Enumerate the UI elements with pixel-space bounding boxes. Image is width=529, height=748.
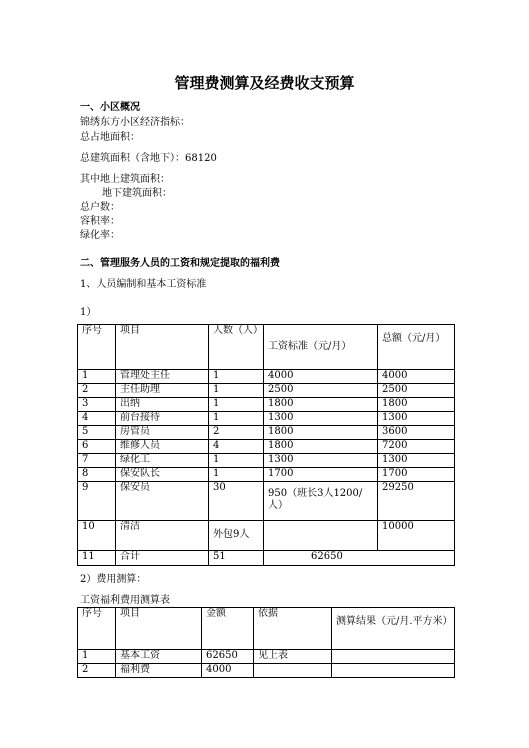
- staff-salary-table: [77, 324, 455, 566]
- table-cell: 30: [209, 482, 264, 521]
- table-cell: 10: [78, 521, 116, 551]
- indicator-intro: 锦绣东方小区经济指标：: [80, 117, 190, 128]
- table-cell: 8: [78, 468, 116, 482]
- table-cell: 4000: [264, 370, 378, 384]
- header-cell: 序号: [78, 325, 116, 370]
- table-cell: 4000: [378, 370, 455, 384]
- table-row: [78, 482, 455, 521]
- table-cell: 10000: [378, 521, 455, 551]
- table-row: [78, 650, 455, 664]
- table-cell: [332, 664, 455, 678]
- table-cell: 1: [209, 398, 264, 412]
- cost-estimate-subheading: 2）费用测算：: [80, 574, 147, 585]
- table-cell: 1: [209, 412, 264, 426]
- table-cell: 950（班长3人1200/人）: [264, 482, 378, 521]
- table-row: [78, 664, 455, 678]
- table-cell: 2500: [264, 384, 378, 398]
- table-cell: 房管员: [116, 426, 209, 440]
- table-cell: 绿化工: [116, 454, 209, 468]
- table-cell: 维修人员: [116, 440, 209, 454]
- welfare-cost-table: [77, 607, 455, 678]
- land-area: 总占地面积：: [80, 132, 140, 143]
- table-row: [78, 384, 455, 398]
- table-row: [78, 468, 455, 482]
- header-cell: 项目: [116, 325, 209, 370]
- section-2-heading: 二、管理服务人员的工资和规定提取的福利费: [80, 258, 280, 269]
- table-cell: 1: [78, 370, 116, 384]
- table-cell: 管理处主任: [116, 370, 209, 384]
- staffing-label: 1）: [80, 307, 97, 318]
- table-cell: 2: [78, 384, 116, 398]
- table-cell: 7200: [378, 440, 455, 454]
- table-cell: 合计: [116, 551, 209, 566]
- plot-ratio: 容积率：: [80, 216, 120, 227]
- section-1-heading: 一、小区概况: [80, 102, 140, 113]
- table-cell: [332, 650, 455, 664]
- table-cell: 前台接待: [116, 412, 209, 426]
- table-cell: 3: [78, 398, 116, 412]
- table-cell: 1: [209, 384, 264, 398]
- table-header-row: [78, 608, 455, 650]
- total-amount-cell: 62650: [264, 551, 455, 566]
- table-row: [78, 521, 455, 551]
- table-cell: 1800: [264, 398, 378, 412]
- table-row: [78, 398, 455, 412]
- document-title: 管理费测算及经费收支预算: [174, 74, 355, 92]
- table-cell: 基本工资: [116, 650, 202, 664]
- table-cell: 1300: [264, 454, 378, 468]
- table-cell: 1300: [264, 412, 378, 426]
- table-row: [78, 551, 455, 566]
- table-cell: 29250: [378, 482, 455, 521]
- table-cell: 1700: [264, 468, 378, 482]
- table-cell: 51: [209, 551, 264, 566]
- header-cell: 项目: [116, 608, 202, 650]
- table-cell: 清洁: [116, 521, 209, 551]
- table-cell: 4000: [202, 664, 254, 678]
- header-cell: 工资标准（元/月）: [264, 325, 378, 370]
- table-header-row: [78, 325, 455, 370]
- table-cell: 2: [209, 426, 264, 440]
- table-cell: 4: [209, 440, 264, 454]
- table-cell: 1300: [378, 454, 455, 468]
- total-floor-area: 总建筑面积（含地下）：68120: [80, 153, 217, 164]
- table-cell: 1800: [378, 398, 455, 412]
- table-row: [78, 454, 455, 468]
- table-cell: 7: [78, 454, 116, 468]
- table-cell: [264, 521, 378, 551]
- table-cell: 9: [78, 482, 116, 521]
- table-cell: 5: [78, 426, 116, 440]
- table-cell: 主任助理: [116, 384, 209, 398]
- underground-area: 地下建筑面积：: [102, 188, 172, 199]
- table-cell: 1300: [378, 412, 455, 426]
- table-cell: 见上表: [254, 650, 332, 664]
- household-count: 总户数：: [80, 202, 120, 213]
- header-cell: 测算结果（元/月.平方米）: [332, 608, 455, 650]
- table-cell: [254, 664, 332, 678]
- header-cell: 依据: [254, 608, 332, 650]
- table-cell: 1: [209, 468, 264, 482]
- table-cell: 2: [78, 664, 116, 678]
- table-cell: 4: [78, 412, 116, 426]
- table-cell: 2500: [378, 384, 455, 398]
- header-cell: 金额: [202, 608, 254, 650]
- staffing-subheading: 1、人员编制和基本工资标准: [80, 279, 207, 290]
- table-cell: 1: [209, 454, 264, 468]
- above-ground-area: 其中地上建筑面积：: [80, 174, 170, 185]
- greening-rate: 绿化率：: [80, 230, 120, 241]
- table-cell: 保安员: [116, 482, 209, 521]
- table-row: [78, 426, 455, 440]
- cost-table-caption: 工资福利费用测算表: [80, 595, 170, 606]
- table-cell: 6: [78, 440, 116, 454]
- table-cell: 11: [78, 551, 116, 566]
- table-row: [78, 412, 455, 426]
- table-cell: 3600: [378, 426, 455, 440]
- header-cell: 人数（人）: [209, 325, 264, 370]
- table-cell: 外包9人: [209, 521, 264, 551]
- table-cell: 保安队长: [116, 468, 209, 482]
- table-cell: 1: [78, 650, 116, 664]
- table-row: [78, 370, 455, 384]
- table-cell: 1800: [264, 426, 378, 440]
- header-cell: 序号: [78, 608, 116, 650]
- header-cell: 总额（元/月）: [378, 325, 455, 370]
- table-cell: 1: [209, 370, 264, 384]
- table-cell: 福利费: [116, 664, 202, 678]
- table-cell: 62650: [202, 650, 254, 664]
- table-cell: 出纳: [116, 398, 209, 412]
- table-row: [78, 440, 455, 454]
- table-cell: 1800: [264, 440, 378, 454]
- table-cell: 1700: [378, 468, 455, 482]
